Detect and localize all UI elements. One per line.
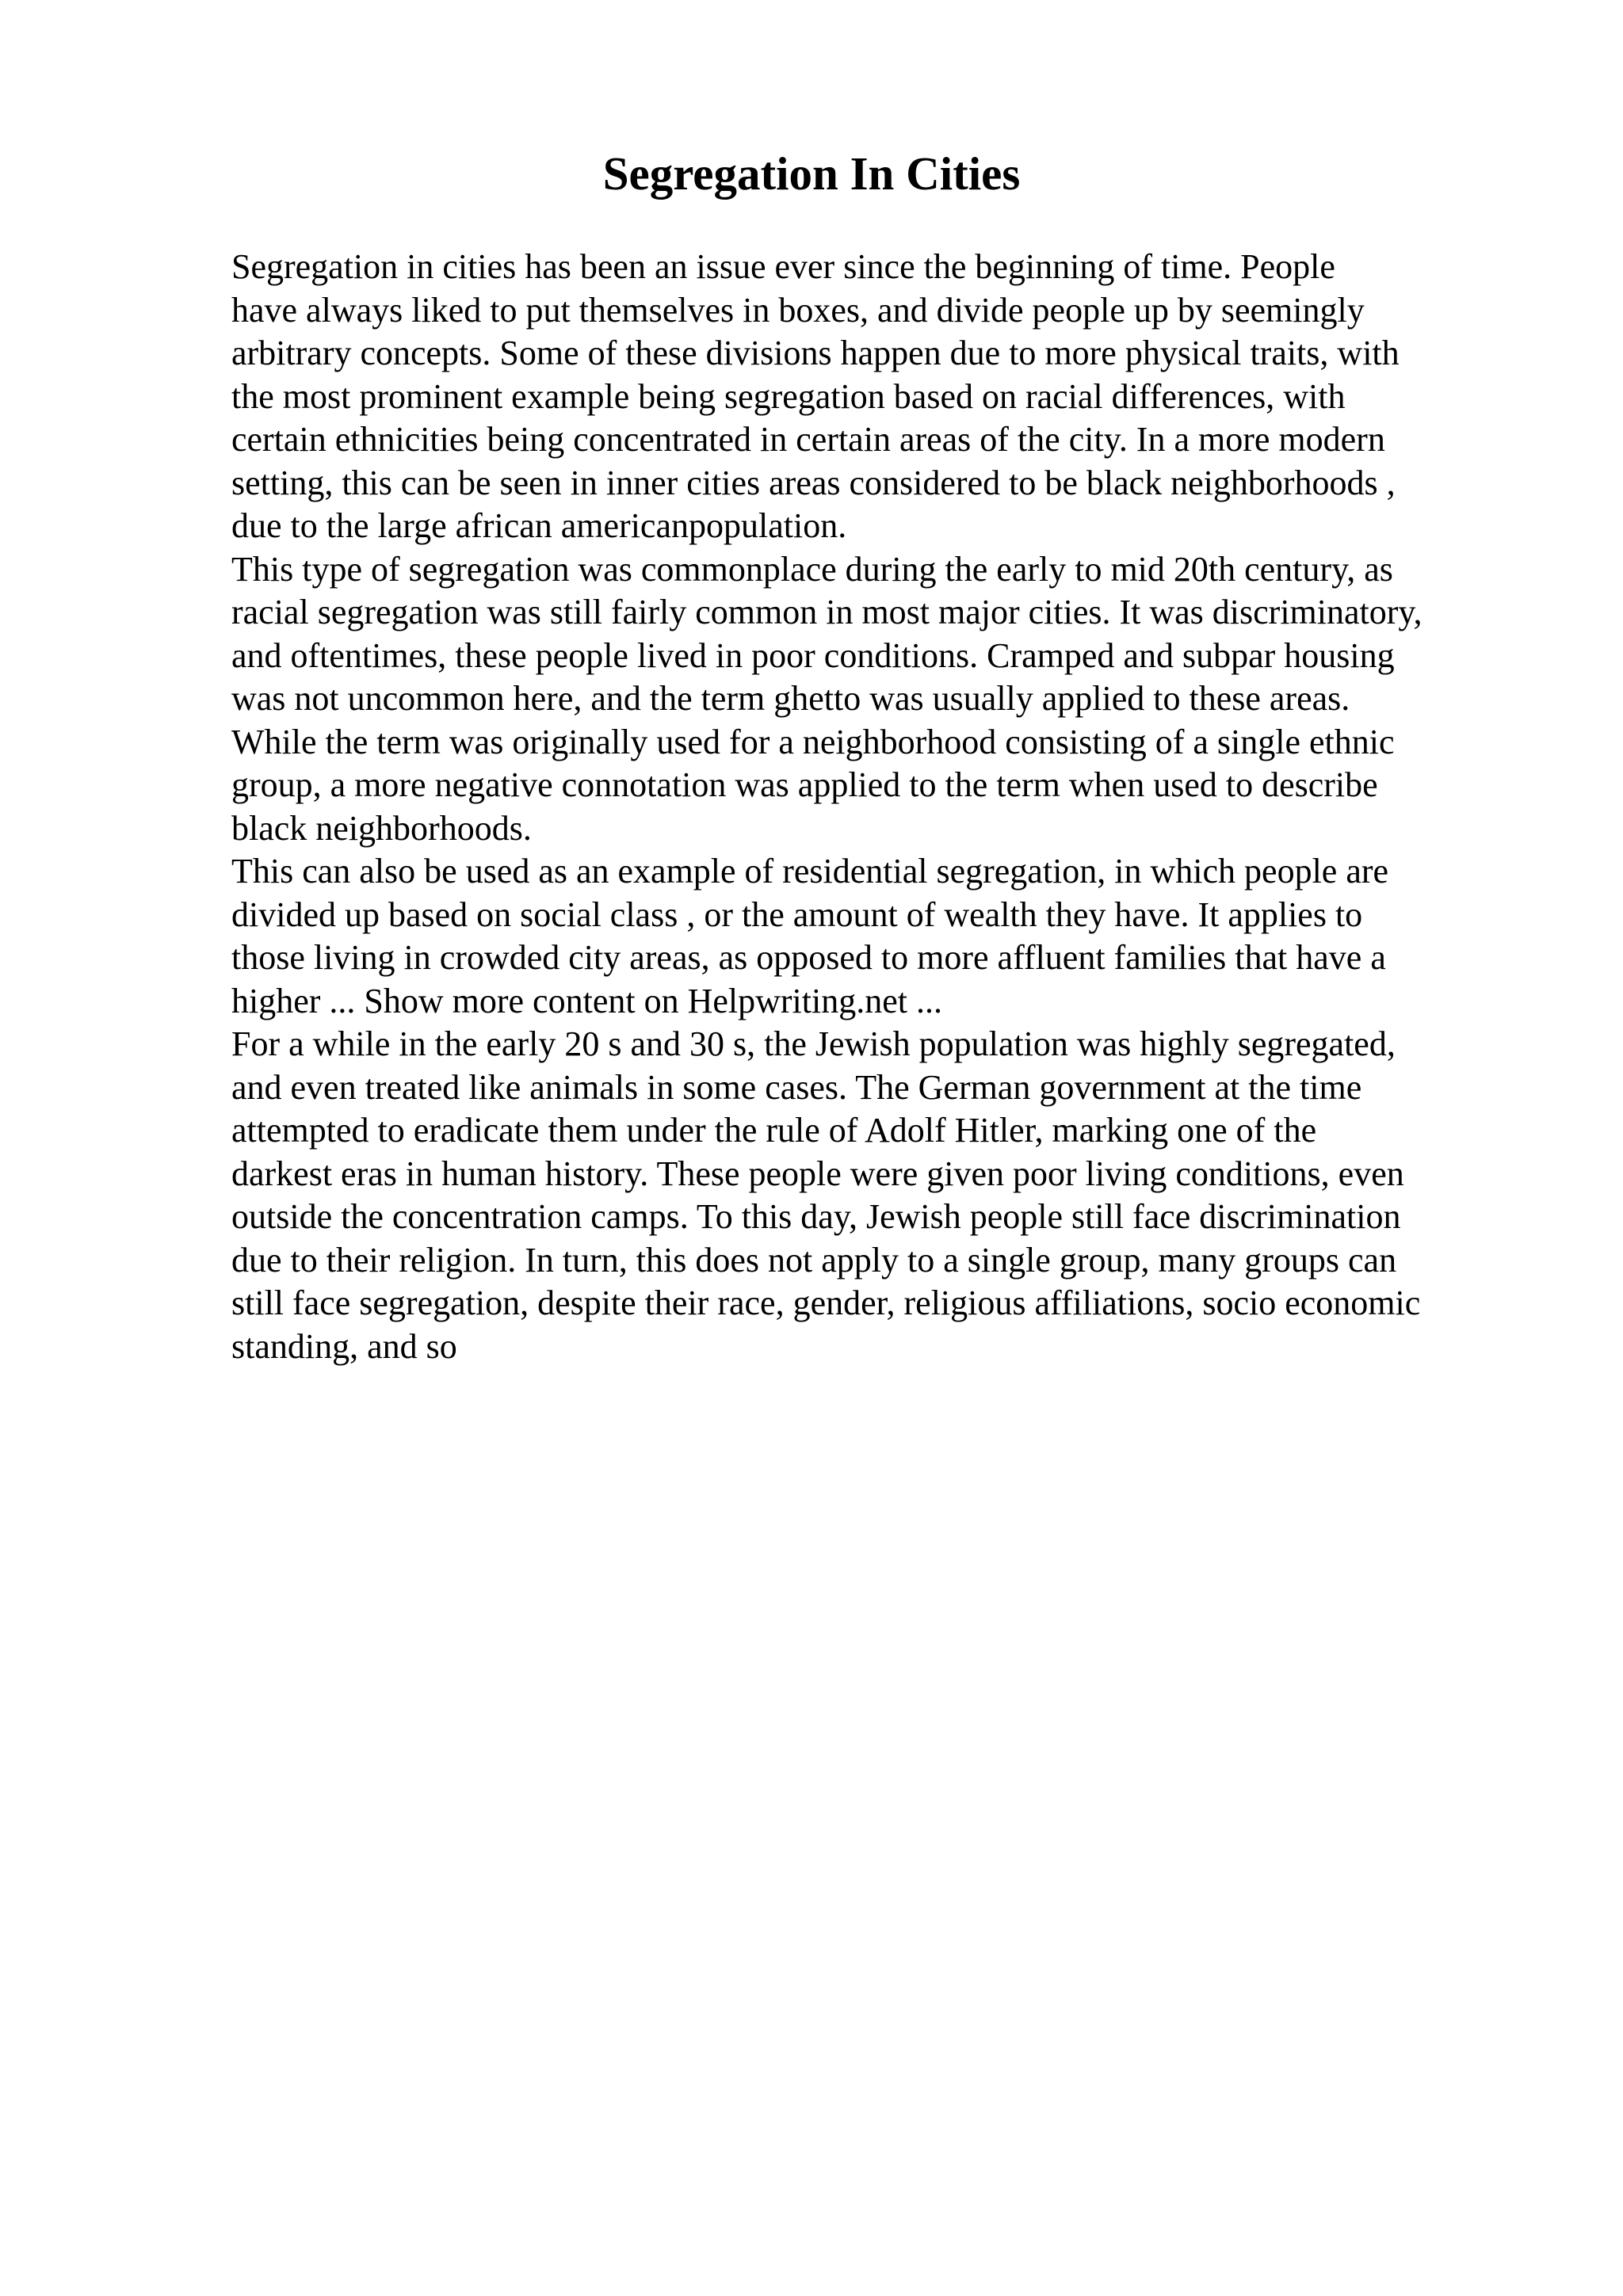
paragraph-line: Segregation in cities has been an issue ever since the beginning of time. People bbox=[231, 247, 1335, 286]
paragraph-line: While the term was originally used for a neighborhood consisting of a single ethnic bbox=[231, 722, 1395, 761]
paragraph-line: have always liked to put themselves in boxes, and divide people up by seemingly bbox=[231, 290, 1365, 330]
paragraph-line: the most prominent example being segregation based on racial differences, with bbox=[231, 376, 1346, 416]
paragraph-2 bbox=[231, 548, 1515, 851]
paragraph-line: darkest eras in human history. These people were given poor living conditions, even bbox=[231, 1154, 1404, 1193]
paragraph-line: outside the concentration camps. To this day, Jewish people still face discrimination bbox=[231, 1197, 1401, 1236]
paragraph-line: This can also be used as an example of residential segregation, in which people are bbox=[231, 852, 1389, 891]
paragraph-line: and oftentimes, these people lived in poor conditions. Cramped and subpar housing bbox=[231, 635, 1395, 675]
paragraph-line: standing, and so bbox=[231, 1326, 457, 1366]
paragraph-line: those living in crowded city areas, as opposed to more affluent families that have a bbox=[231, 938, 1386, 977]
paragraph-line: certain ethnicities being concentrated in certain areas of the city. In a more modern bbox=[231, 420, 1385, 459]
paragraph-line: higher ... Show more content on Helpwriting.net ... bbox=[231, 981, 942, 1020]
paragraph-line: still face segregation, despite their race, gender, religious affiliations, socio economic bbox=[231, 1283, 1421, 1322]
paragraph-line: was not uncommon here, and the term ghetto was usually applied to these areas. bbox=[231, 679, 1350, 718]
paragraph-line: For a while in the early 20 s and 30 s, the Jewish population was highly segregated, bbox=[231, 1024, 1396, 1063]
paragraph-4 bbox=[231, 1023, 1515, 1368]
paragraph-line: due to their religion. In turn, this does not apply to a single group, many groups can bbox=[231, 1240, 1397, 1280]
paragraph-line: attempted to eradicate them under the rule of Adolf Hitler, marking one of the bbox=[231, 1111, 1317, 1150]
paragraph-line: black neighborhoods. bbox=[231, 808, 532, 848]
paragraph-line: This type of segregation was commonplace during the early to mid 20th century, as bbox=[231, 549, 1393, 589]
paragraph-line: racial segregation was still fairly common in most major cities. It was discriminatory, bbox=[231, 593, 1423, 631]
paragraph-line: arbitrary concepts. Some of these divisions happen due to more physical traits, with bbox=[231, 334, 1400, 372]
paragraph-line: divided up based on social class , or the amount of wealth they have. It applies to bbox=[231, 894, 1363, 934]
paragraph-line: due to the large african americanpopulation. bbox=[231, 506, 847, 545]
paragraph-line: setting, this can be seen in inner cities areas considered to be black neighborhoods , bbox=[231, 463, 1396, 502]
paragraph-1 bbox=[231, 246, 1515, 548]
document-body bbox=[231, 246, 1515, 1368]
paragraph-line: and even treated like animals in some cases. The German government at the time bbox=[231, 1067, 1362, 1107]
document-title: Segregation In Cities bbox=[602, 147, 1021, 200]
paragraph-line: group, a more negative connotation was applied to the term when used to describe bbox=[231, 765, 1378, 804]
paragraph-3 bbox=[231, 850, 1515, 1023]
